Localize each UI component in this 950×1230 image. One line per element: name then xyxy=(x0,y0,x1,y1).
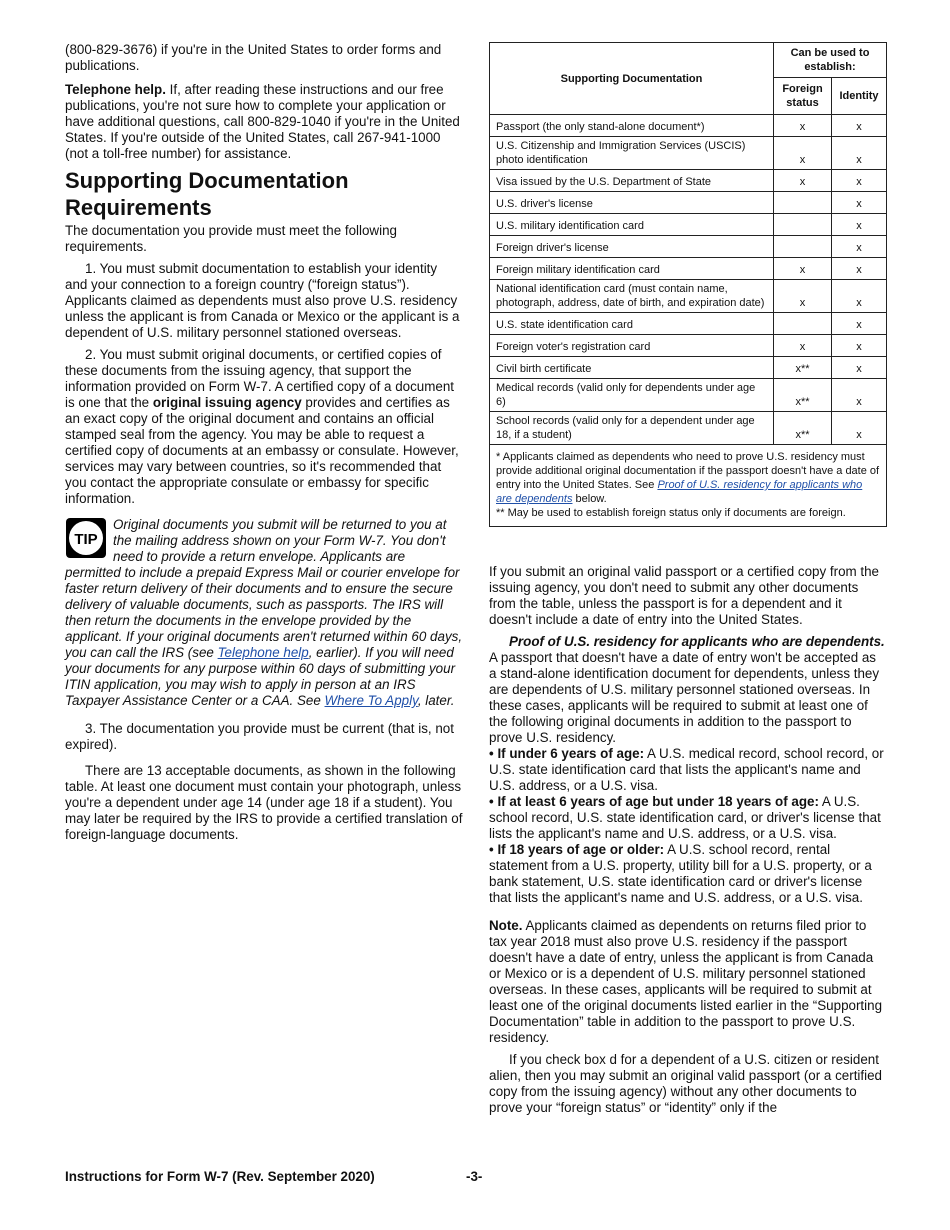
table-row xyxy=(490,335,887,357)
requirement-3: 3. The documentation you provide must be current (that is, not expired). xyxy=(65,721,454,752)
table-cell-document: U.S. Citizenship and Immigration Services (USCIS) photo identification xyxy=(490,137,774,170)
table-row xyxy=(490,115,887,137)
box-d-paragraph: If you check box d for a dependent of a U.S. citizen or resident alien, then you may submit an original valid passport (or a certified copy from the issuing agency) without any other documents to prove your “foreign status” or “identity” only if the xyxy=(489,1052,882,1115)
table-header-identity: Identity xyxy=(832,78,887,115)
proof-residency-lead: Proof of U.S. residency for applicants who are dependents. xyxy=(509,634,885,649)
table-cell-document: School records (valid only for a dependent under age 18, if a student) xyxy=(490,412,774,445)
table-cell-identity: x xyxy=(832,313,887,335)
table-body xyxy=(490,115,887,445)
supporting-documentation-table xyxy=(489,42,887,445)
table-cell-foreign-status: x** xyxy=(774,412,832,445)
table-cell-identity: x xyxy=(832,280,887,313)
table-cell-foreign-status xyxy=(774,236,832,258)
table-footnotes xyxy=(489,445,887,527)
passport-paragraph: If you submit an original valid passport or a certified copy from the issuing agency, you don't need to submit any other documents from the table, unless the passport is for a dependent and it doesn't include a date of entry into the United States. xyxy=(489,564,880,627)
table-cell-identity: x xyxy=(832,412,887,445)
acceptable-documents-paragraph: There are 13 acceptable documents, as shown in the following table. At least one document must contain your photograph, unless you're a dependent under age 14 (under age 18 if a student). You may later be required by the IRS to provide a certified translation of foreign-language documents. xyxy=(65,763,463,842)
table-cell-foreign-status xyxy=(774,192,832,214)
footnote-2: ** May be used to establish foreign status only if documents are foreign. xyxy=(496,507,846,519)
table-cell-identity: x xyxy=(832,192,887,214)
section-heading: Supporting Documentation Requirements xyxy=(65,168,349,220)
where-to-apply-link[interactable]: Where To Apply xyxy=(324,693,418,708)
table-cell-document: Medical records (valid only for dependents under age 6) xyxy=(490,379,774,412)
telephone-help-paragraph: Telephone help. If, after reading these instructions and our free publications, you're not sure how to complete your application or have additional questions, call 800-829-1040 if you're in the United States. If you're outside of the United States, call 267-941-1000 (not a toll-free number) for assistance. xyxy=(65,82,460,161)
table-row xyxy=(490,313,887,335)
table-cell-foreign-status: x xyxy=(774,258,832,280)
table-cell-document: Foreign military identification card xyxy=(490,258,774,280)
tip-box xyxy=(65,517,463,709)
table-cell-foreign-status xyxy=(774,313,832,335)
table-cell-foreign-status: x xyxy=(774,137,832,170)
table-cell-identity: x xyxy=(832,214,887,236)
table-row xyxy=(490,236,887,258)
table-cell-identity: x xyxy=(832,115,887,137)
page-number: -3- xyxy=(466,1169,483,1184)
table-cell-document: Foreign voter's registration card xyxy=(490,335,774,357)
table-row xyxy=(490,412,887,445)
proof-residency-link[interactable]: Proof of U.S. residency for applicants who are dependents xyxy=(496,479,863,505)
bullet-under-6: • If under 6 years of age: A U.S. medical record, school record, or U.S. state identification card that lists the applicant's name and U.S. address, or a U.S. visa. xyxy=(489,746,884,793)
tip-text: Original documents you submit will be returned to you at the mailing address shown on your Form W-7. You don't need to provide a return envelope. Applicants are permitted to include a prepaid Express Mail or courier envelope for faster return delivery of their documents and to ensure the secure delivery of valuable documents, such as passports. The IRS will then return the documents in the envelope provided by the applicant. If your original documents aren't returned within 60 days, you can call the IRS (see Telephone help, earlier). If you will need your documents for any purpose within 60 days of submitting your ITIN application, you may wish to apply in person at an IRS Taxpayer Assistance Center or a CAA. See Where To Apply, later. xyxy=(65,517,463,708)
bullet-6-to-18: • If at least 6 years of age but under 18 years of age: A U.S. school record, U.S. state identification card, or driver's license that lists the applicant's name and U.S. address, or a U.S. visa. xyxy=(489,794,881,841)
table-cell-identity: x xyxy=(832,379,887,412)
table-cell-foreign-status: x xyxy=(774,170,832,192)
table-cell-foreign-status: x xyxy=(774,335,832,357)
table-cell-document: Visa issued by the U.S. Department of State xyxy=(490,170,774,192)
table-row xyxy=(490,192,887,214)
table-header-foreign-status: Foreign status xyxy=(774,78,832,115)
table-row xyxy=(490,137,887,170)
table-cell-foreign-status: x** xyxy=(774,357,832,379)
table-cell-document: U.S. military identification card xyxy=(490,214,774,236)
telephone-help-lead: Telephone help. xyxy=(65,82,166,97)
requirement-1: 1. You must submit documentation to establish your identity and your connection to a foreign country (“foreign status”). Applicants claimed as dependents must also prove U.S. residency unless the applicant is from Canada or Mexico or the applicant is a dependent of U.S. military personnel stationed overseas. xyxy=(65,261,460,340)
tip-icon xyxy=(65,517,107,559)
table-cell-identity: x xyxy=(832,335,887,357)
footnote-1: * Applicants claimed as dependents who need to prove U.S. residency must provide additional original documentation if the passport doesn't have a date of entry into the United States. See Proof of U.S. residency for applicants who are dependents below. xyxy=(496,451,880,505)
table-cell-document: Civil birth certificate xyxy=(490,357,774,379)
table-cell-document: National identification card (must contain name, photograph, address, date of birth, and expiration date) xyxy=(490,280,774,313)
table-row xyxy=(490,379,887,412)
table-cell-foreign-status: x xyxy=(774,280,832,313)
table-cell-document: Foreign driver's license xyxy=(490,236,774,258)
table-cell-foreign-status: x** xyxy=(774,379,832,412)
requirement-2: 2. You must submit original documents, or certified copies of these documents from the issuing agency, that support the information provided on Form W-7. A certified copy of a document is one that the original issuing agency provides and certifies as an exact copy of the original document and contains an official stamped seal from the agency. You may be able to request a certified copy of documents at an embassy or consulate. However, services may vary between countries, so it's recommended that you contact the appropriate consulate or embassy for specific information. xyxy=(65,347,459,506)
proof-residency-paragraph: Proof of U.S. residency for applicants who are dependents. A passport that doesn't have a date of entry won't be accepted as a stand-alone identification document for dependents, unless they are dependents of U.S. military personnel stationed overseas. In these cases, applicants will be required to submit at least one of the following original documents in addition to the passport to prove U.S. residency. xyxy=(489,634,885,745)
order-forms-paragraph: (800-829-3676) if you're in the United States to order forms and publications. xyxy=(65,42,442,73)
right-column xyxy=(489,42,887,1116)
table-cell-foreign-status: x xyxy=(774,115,832,137)
table-header-document: Supporting Documentation xyxy=(490,43,774,115)
table-cell-document: U.S. driver's license xyxy=(490,192,774,214)
table-row xyxy=(490,280,887,313)
table-header-group: Can be used to establish: xyxy=(774,43,887,78)
table-cell-identity: x xyxy=(832,236,887,258)
table-row xyxy=(490,170,887,192)
footer-title: Instructions for Form W-7 (Rev. September 2020) xyxy=(65,1169,375,1184)
table-row xyxy=(490,357,887,379)
table-cell-identity: x xyxy=(832,258,887,280)
note-paragraph: Note. Applicants claimed as dependents on returns filed prior to tax year 2018 must also prove U.S. residency if the passport doesn't have a date of entry, unless the applicant is from Canada or Mexico or is a dependent of U.S. military personnel stationed overseas. In these cases, applicants will be required to submit at least one of the original documents listed earlier in the “Supporting Documentation” table in addition to the passport to prove U.S. residency. xyxy=(489,918,883,1045)
table-cell-identity: x xyxy=(832,170,887,192)
table-cell-foreign-status xyxy=(774,214,832,236)
table-cell-document: U.S. state identification card xyxy=(490,313,774,335)
left-column xyxy=(65,42,463,843)
requirements-intro: The documentation you provide must meet the following requirements. xyxy=(65,223,397,254)
telephone-help-link[interactable]: Telephone help xyxy=(217,645,309,660)
tip-label: TIP xyxy=(74,531,98,548)
table-row xyxy=(490,258,887,280)
table-cell-identity: x xyxy=(832,137,887,170)
bullet-18-plus: • If 18 years of age or older: A U.S. school record, rental statement from a U.S. property, utility bill for a U.S. property, or a bank statement, U.S. state identification card or driver's license that lists the applicant's name and U.S. address, or a U.S. visa. xyxy=(489,842,872,905)
table-cell-identity: x xyxy=(832,357,887,379)
table-cell-document: Passport (the only stand-alone document*) xyxy=(490,115,774,137)
table-row xyxy=(490,214,887,236)
